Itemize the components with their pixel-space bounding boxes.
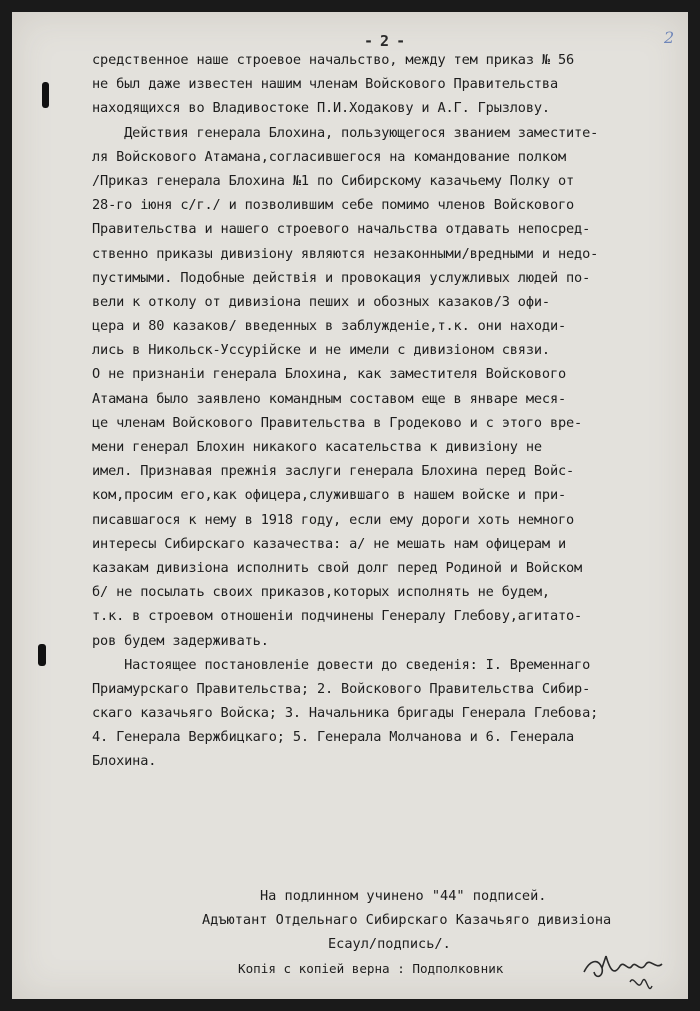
text-line: вели к отколу от дивизiона пеших и обозных казаков/3 офи- — [92, 293, 550, 310]
page-number: - 2 - — [364, 32, 405, 50]
text-line: Правительства и нашего строевого начальства отдавать непосред- — [92, 221, 591, 238]
text-line: писавшагося к нему в 1918 году, если ему дороги хоть немного — [92, 511, 575, 528]
adjutant-title: Адъютант Отдельнаго Сибирскаго Казачьяго дивизiона — [202, 912, 612, 929]
copy-certification: Копiя с копiей верна : Подполковник — [238, 960, 504, 976]
text-line: лись в Никольск-Уссурiйске и не имели с дивизiоном связи. — [92, 342, 550, 359]
binding-hole — [42, 82, 49, 108]
text-line: не был даже известен нашим членам Войскового Правительства — [92, 76, 558, 93]
text-line: находящихся во Владивостоке П.И.Ходакову и А.Г. Грызлову. — [92, 100, 550, 117]
text-line: ля Войскового Атамана,согласившегося на командование полком — [92, 148, 567, 165]
text-line: Атамана было заявлено командным составом еще в январе меся- — [92, 390, 567, 407]
document-body — [92, 48, 678, 774]
rank-signature: Есаул/подпись/. — [328, 936, 451, 953]
archive-page-mark: 2 — [664, 28, 675, 47]
text-line: цера и 80 казаков/ введенных в заблужденiе,т.к. они находи- — [92, 318, 567, 335]
text-line: 28-го iюня с/г./ и позволившим себе помимо членов Войскового — [92, 197, 575, 214]
original-signatures-note: На подлинном учинено "44" подписей. — [260, 888, 547, 904]
text-line: Приамурскаго Правительства; 2. Войскового Правительства Сибир- — [92, 680, 591, 697]
text-line: казакам дивизiона исполнить свой долг перед Родиной и Войском — [92, 559, 583, 576]
binding-hole — [38, 644, 46, 666]
text-line: имел. Признавая прежнiя заслуги генерала Блохина перед Войс- — [92, 463, 575, 480]
text-line: /Приказ генерала Блохина №1 по Сибирскому казачьему Полку от — [92, 172, 575, 189]
handwritten-signature — [580, 942, 678, 999]
text-line: ственно приказы дивизiону являются незаконными/вредными и недо- — [92, 245, 599, 262]
text-line: ком,просим его,как офицера,служившаго в нашем войске и при- — [92, 487, 567, 504]
text-line: ров будем задерживать. — [92, 632, 269, 649]
text-line: средственное наше строевое начальство, между тем приказ № 56 — [92, 52, 575, 68]
text-line: интересы Сибирскаго казачества: а/ не мешать нам офицерам и — [92, 535, 567, 552]
text-line: т.к. в строевом отношенiи подчинены Генералу Глебову,агитато- — [92, 608, 583, 625]
text-line: 4. Генерала Вержбицкаго; 5. Генерала Молчанова и 6. Генерала — [92, 729, 575, 746]
text-line: О не признанiи генерала Блохина, как заместителя Войскового — [92, 366, 567, 383]
text-line: мени генерал Блохин никакого касательства к дивизiону не — [92, 439, 542, 455]
text-line: скаго казачьяго Войска; 3. Начальника бригады Генерала Глебова; — [92, 705, 599, 722]
text-line: Настоящее постановленiе довести до сведенiя: I. Временнаго — [92, 656, 591, 673]
text-line: пустимыми. Подобные действiя и провокация услужливых людей по- — [92, 269, 591, 286]
text-line: б/ не посылать своих приказов,которых исполнять не будем, — [92, 584, 550, 601]
document-page — [12, 12, 688, 999]
text-line: Блохина. — [92, 753, 157, 770]
text-line: Действия генерала Блохина, пользующегося званием заместите- — [92, 124, 599, 141]
text-line: це членам Войскового Правительства в Гродеково и с этого вре- — [92, 414, 583, 431]
